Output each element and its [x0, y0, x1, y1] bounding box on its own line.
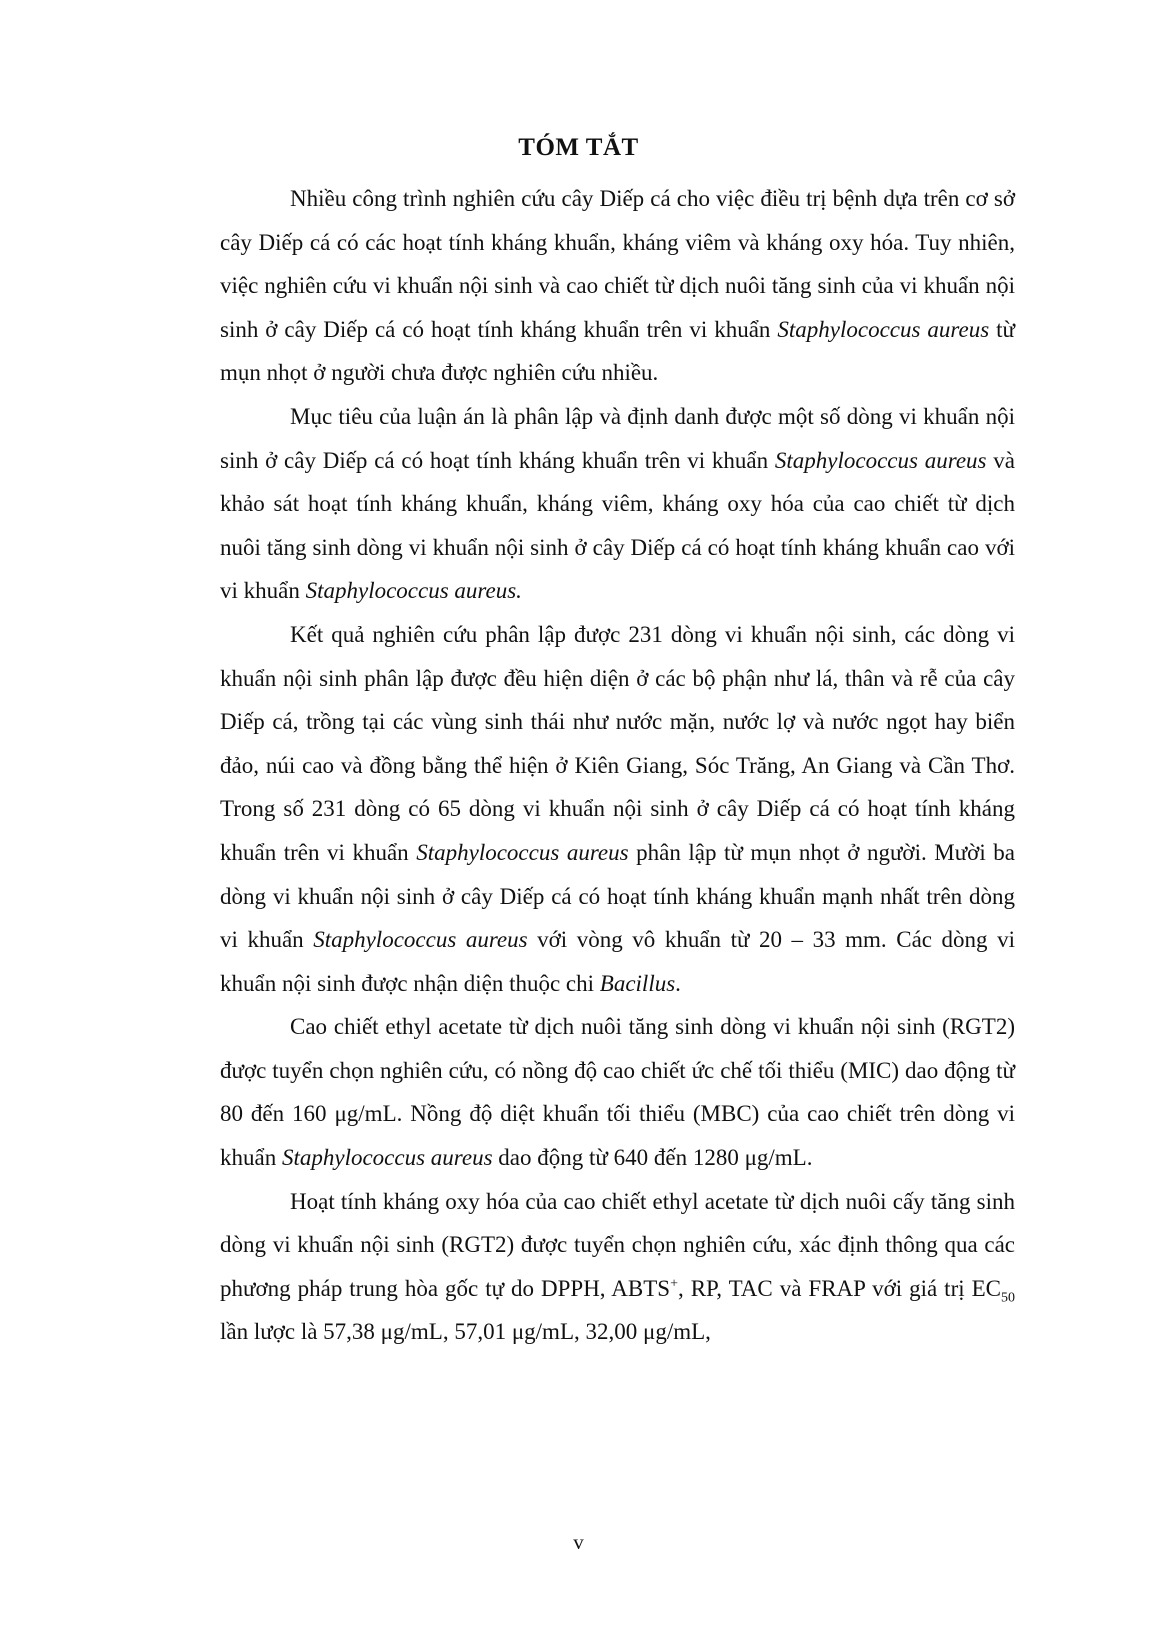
- italic-term: Staphylococcus aureus.: [305, 578, 522, 604]
- paragraph-2: [220, 395, 1015, 613]
- paragraph-4: [220, 1005, 1015, 1179]
- text-run: và khảo sát hoạt tính kháng khuẩn, kháng viêm, kháng oxy hóa của cao chiết từ dịch nuôi tăng sinh dòng vi khuẩn nội sinh ở cây Diếp cá có hoạt tính kháng khuẩn cao với vi khuẩn: [220, 447, 1015, 604]
- superscript: +: [670, 1276, 678, 1292]
- text-run: Cao chiết ethyl acetate từ dịch nuôi tăng sinh dòng vi khuẩn nội sinh (RGT2) được tuyển chọn nghiên cứu, có nồng độ cao chiết ức chế tối thiểu (MIC) dao động từ 80 đến 160 μg/mL. Nồng độ diệt khuẩn tối thiểu (MBC) của cao chiết trên dòng vi khuẩn: [220, 1014, 1015, 1171]
- text-run: Hoạt tính kháng oxy hóa của cao chiết ethyl acetate từ dịch nuôi cấy tăng sinh dòng vi khuẩn nội sinh (RGT2) được tuyển chọn nghiên cứu, xác định thông qua các phương pháp trung hòa gốc tự do DPPH, ABTS: [220, 1188, 1015, 1301]
- text-run: từ mụn nhọt ở người chưa được nghiên cứu nhiều.: [220, 316, 1015, 386]
- text-run: lần lược là 57,38 μg/mL, 57,01 μg/mL, 32,00 μg/mL,: [220, 1319, 711, 1345]
- paragraph-5: [220, 1180, 1015, 1354]
- text-run: Kết quả nghiên cứu phân lập được 231 dòng vi khuẩn nội sinh, các dòng vi khuẩn nội sinh phân lập được đều hiện diện ở các bộ phận như lá, thân và rễ của cây Diếp cá, trồng tại các vùng sinh thái như nước mặn, nước lợ và nước ngọt hay biển đảo, núi cao và đồng bằng thể hiện ở Kiên Giang, Sóc Trăng, An Giang và Cần Thơ. Trong số 231 dòng có 65 dòng vi khuẩn nội sinh ở cây Diếp cá có hoạt tính kháng khuẩn trên vi khuẩn: [220, 621, 1015, 865]
- text-run: Nhiều công trình nghiên cứu cây Diếp cá cho việc điều trị bệnh dựa trên cơ sở cây Diếp cá có các hoạt tính kháng khuẩn, kháng viêm và kháng oxy hóa. Tuy nhiên, việc nghiên cứu vi khuẩn nội sinh và cao chiết từ dịch nuôi tăng sinh của vi khuẩn nội sinh ở cây Diếp cá có hoạt tính kháng khuẩn trên vi khuẩn: [220, 186, 1015, 342]
- text-run: với vòng vô khuẩn từ 20 – 33 mm. Các dòng vi khuẩn nội sinh được nhận diện thuộc chi: [220, 927, 1015, 996]
- italic-term: Bacillus: [599, 970, 676, 996]
- text-run: dao động từ 640 đến 1280 μg/mL.: [492, 1145, 813, 1171]
- text-run: phân lập từ mụn nhọt ở người. Mười ba dòng vi khuẩn nội sinh ở cây Diếp cá có hoạt tính kháng khuẩn mạnh nhất trên dòng vi khuẩn: [220, 839, 1015, 953]
- text-run: , RP, TAC và FRAP với giá trị EC: [677, 1275, 1001, 1301]
- italic-term: Staphylococcus aureus: [777, 316, 990, 342]
- italic-term: Staphylococcus aureus: [313, 927, 528, 953]
- paragraph-1: [220, 177, 1015, 395]
- subscript: 50: [1001, 1290, 1015, 1306]
- italic-term: Staphylococcus aureus: [416, 839, 629, 865]
- text-run: Mục tiêu của luận án là phân lập và định danh được một số dòng vi khuẩn nội sinh ở cây Diếp cá có hoạt tính kháng khuẩn trên vi khuẩn: [220, 403, 1015, 473]
- paragraph-3: [220, 613, 1015, 1005]
- italic-term: Staphylococcus aureus: [281, 1145, 493, 1171]
- page-title: TÓM TẮT: [518, 134, 639, 161]
- text-run: .: [675, 970, 681, 996]
- page-number: v: [573, 1530, 584, 1554]
- document-body: [220, 177, 1015, 1354]
- italic-term: Staphylococcus aureus: [774, 447, 987, 473]
